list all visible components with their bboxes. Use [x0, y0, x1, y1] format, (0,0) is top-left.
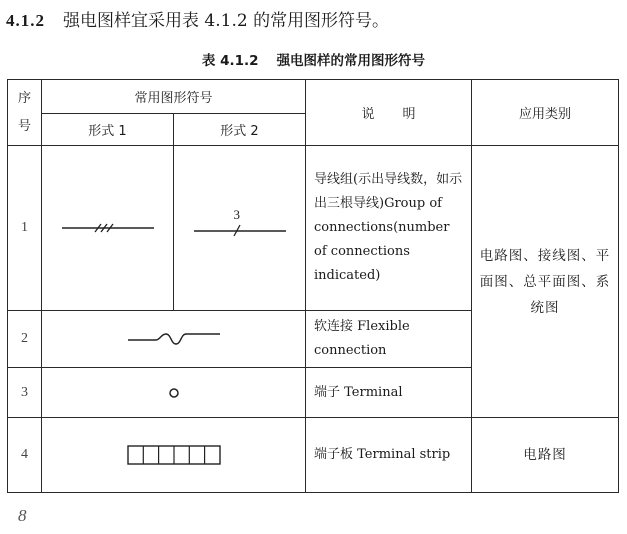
row-description: 软连接 Flexible connection — [306, 311, 472, 368]
header-form2: 形式 2 — [174, 114, 306, 146]
row-index: 1 — [8, 146, 42, 311]
row4-symbol-cell — [42, 418, 306, 493]
conductor-group-ticks-symbol — [58, 218, 158, 238]
row-description: 端子板 Terminal strip — [306, 418, 472, 493]
category-group-1: 电路图、接线图、平面图、总平面图、系统图 — [472, 146, 619, 418]
header-seq-top: 序 — [17, 90, 31, 106]
row3-symbol-cell — [42, 368, 306, 418]
terminal-circle-symbol — [167, 386, 181, 400]
conductor-group-number-symbol — [190, 207, 290, 243]
header-category: 应用类别 — [472, 80, 619, 146]
conductor-count-label: 3 — [233, 207, 240, 222]
table-caption — [0, 49, 627, 69]
table-row — [8, 146, 619, 311]
table-caption-title: 强电图样的常用图形符号 — [276, 53, 426, 69]
symbols-table — [7, 79, 619, 493]
header-seq-bottom: 号 — [17, 118, 31, 134]
row-description: 导线组(示出导线数，如示出三根导线)Group of connections(number of connections indicated) — [306, 146, 472, 311]
header-symbols: 常用图形符号 — [42, 80, 306, 114]
header-description — [306, 80, 472, 146]
flexible-connection-symbol — [126, 330, 222, 348]
conductor-group-slash-icon — [190, 213, 290, 243]
row1-form1-cell — [42, 146, 174, 311]
table-row — [8, 418, 619, 493]
category-group-2: 电路图 — [472, 418, 619, 493]
table-caption-number: 表 4.1.2 — [201, 53, 259, 69]
clause-body: 强电图样宜采用表 4.1.2 的常用图形符号。 — [63, 11, 390, 31]
row2-symbol-cell — [42, 311, 306, 368]
row-index: 2 — [8, 311, 42, 368]
page-number: 8 — [18, 506, 27, 525]
row-index: 3 — [8, 368, 42, 418]
terminal-strip-symbol — [126, 444, 222, 466]
header-form1: 形式 1 — [42, 114, 174, 146]
header-seq — [8, 80, 42, 146]
row-index: 4 — [8, 418, 42, 493]
clause-text — [6, 6, 389, 31]
row-description: 端子 Terminal — [306, 368, 472, 418]
header-description-label: 说明 — [361, 107, 444, 122]
clause-number: 4.1.2 — [6, 11, 45, 30]
row1-form2-cell — [174, 146, 306, 311]
